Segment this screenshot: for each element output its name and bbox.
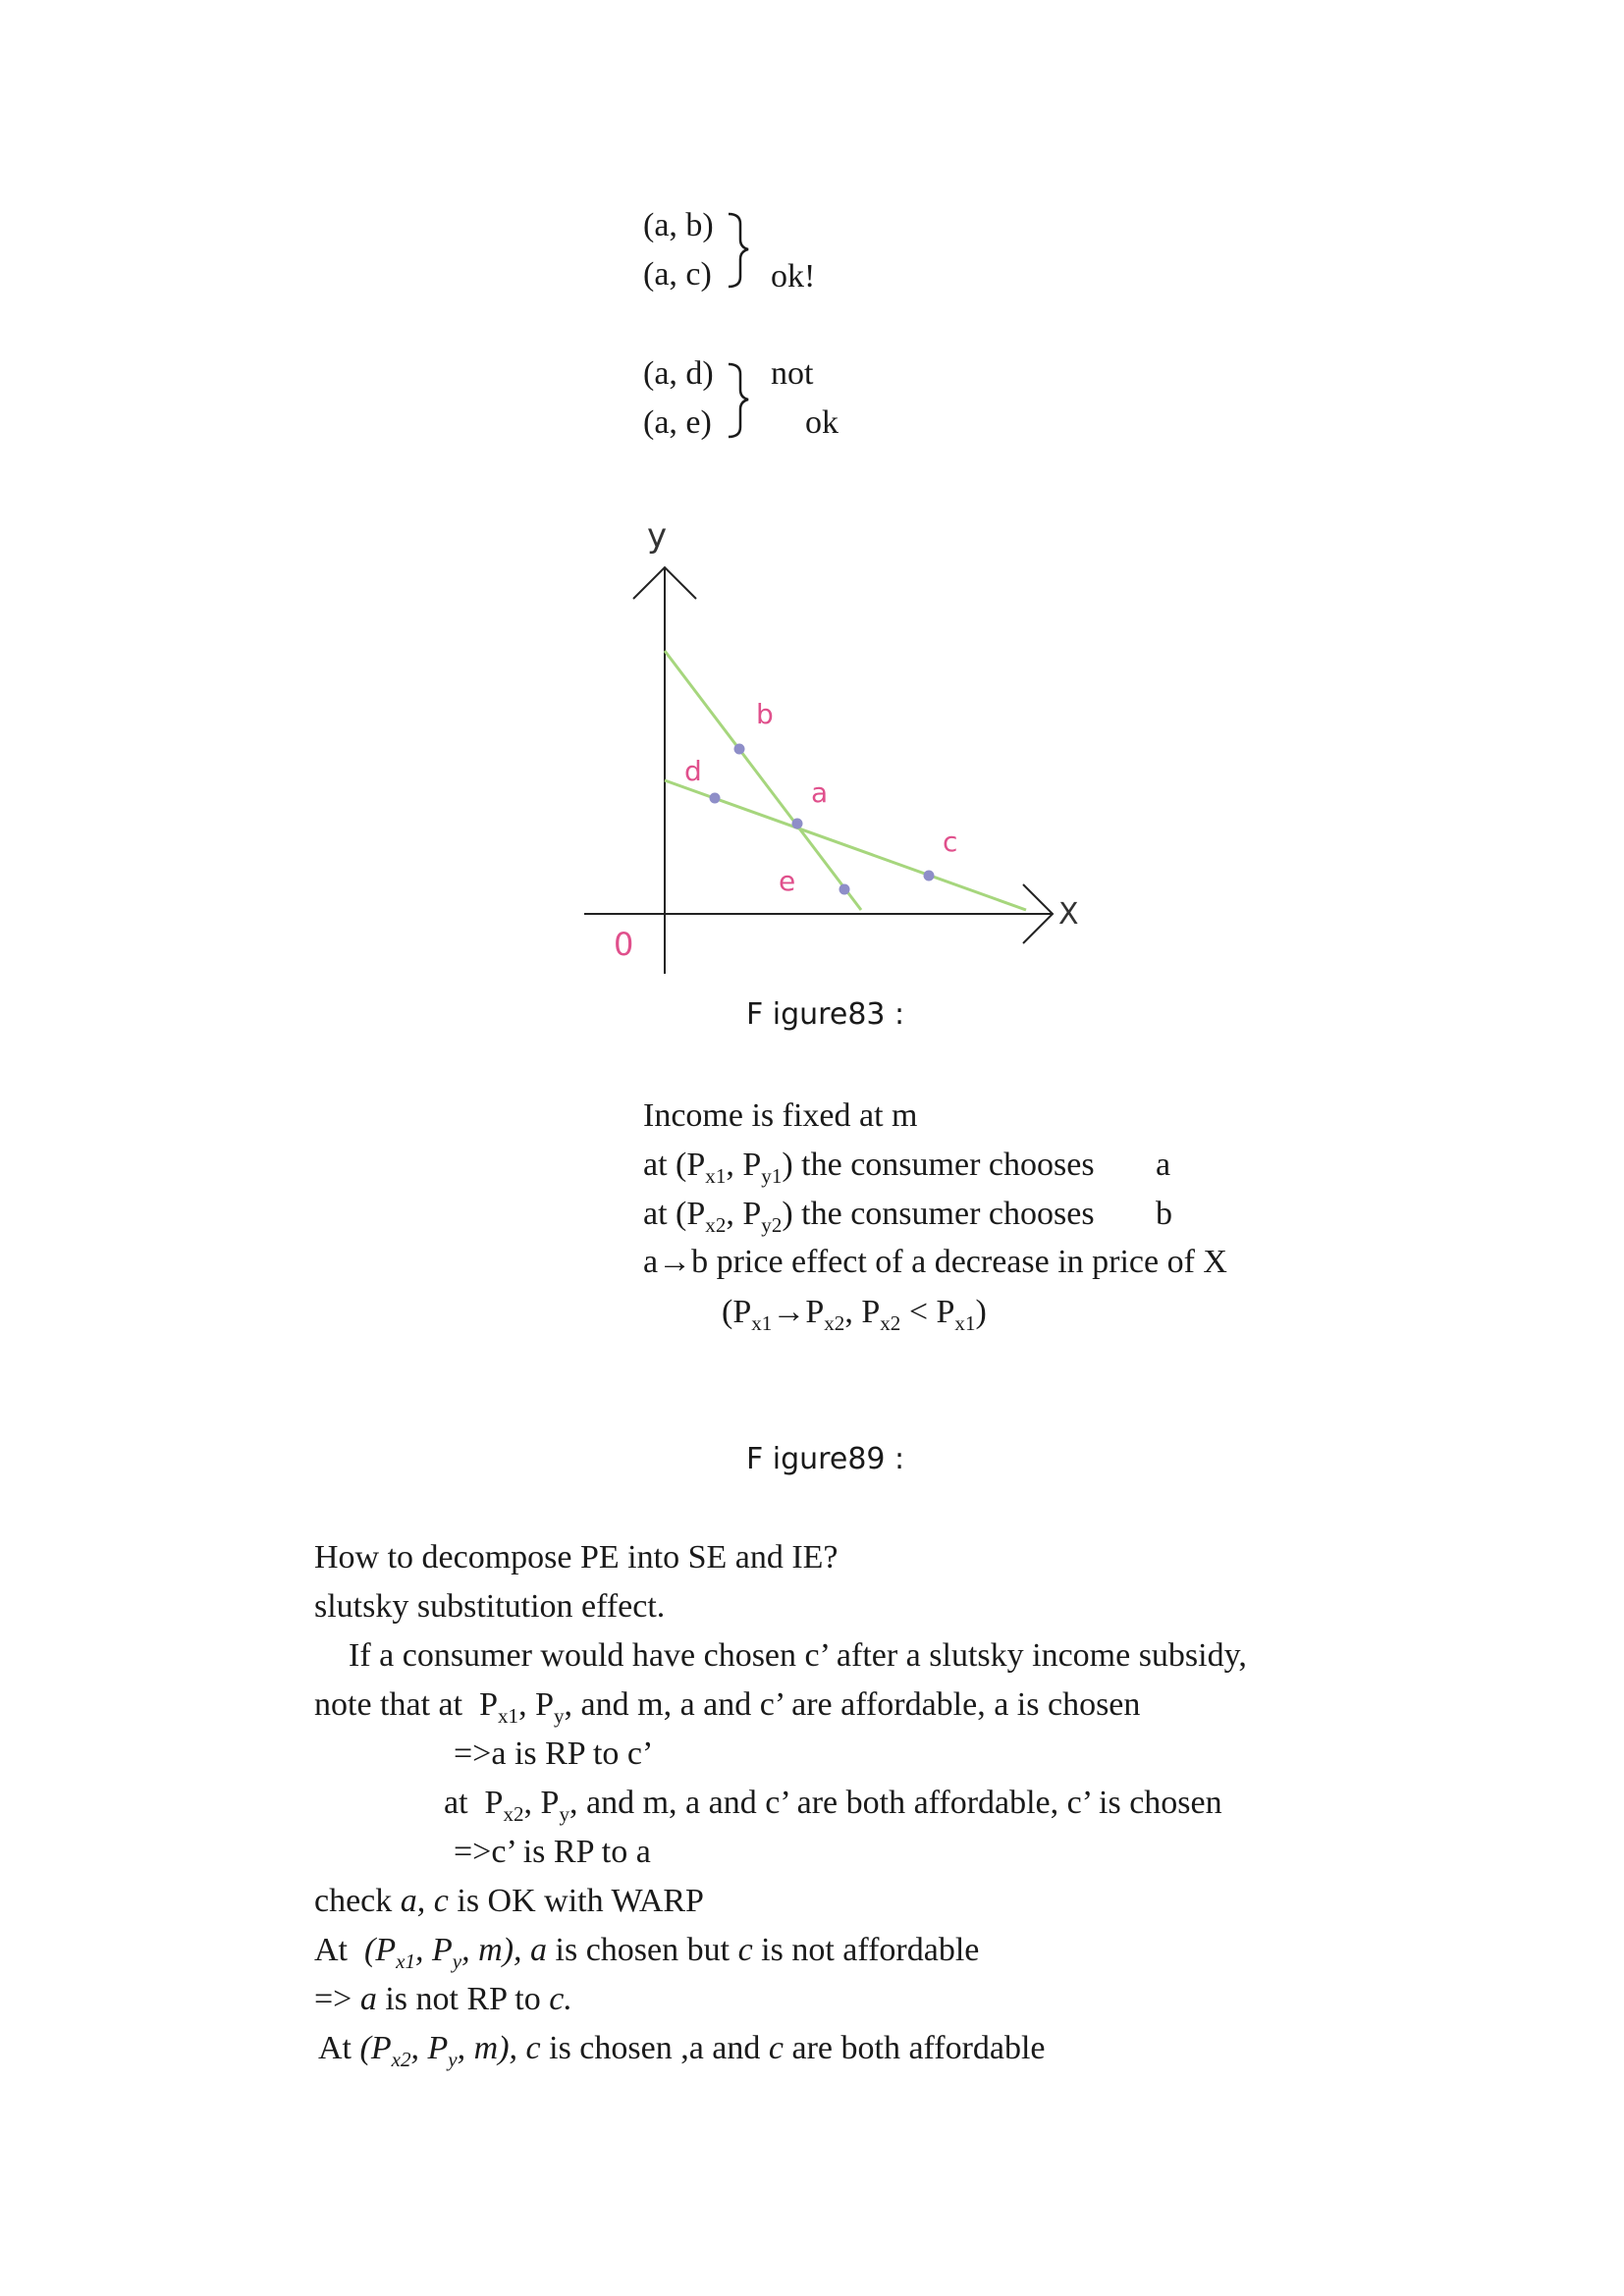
- x-axis-label: X: [1058, 897, 1079, 932]
- origin-label: 0: [614, 926, 634, 963]
- rp-line-2: =>c’ is RP to a: [454, 1834, 651, 1870]
- choice-line-a: at ($P_{x1}$, $P_{y1}$) the consumer chooses: [643, 1147, 1095, 1188]
- slutsky-intro: If a consumer would have chosen c’ after a slutsky income subsidy,: [349, 1637, 1247, 1674]
- warp-line-3: At ($P_{x2}$, $P_y$, m), c is chosen ,a and c are both affordable: [318, 2030, 1046, 2071]
- price-change-text: ($P_{x1}\to P_{x2}$, $P_{x2} < P_{x1}$): [722, 1294, 987, 1335]
- label-a: a: [811, 776, 829, 809]
- warp-line-1: At ($P_{x1}$, $P_y$, m), a is chosen but c is not affordable: [314, 1932, 980, 1973]
- figure89-caption: F igure89 :: [746, 1442, 905, 1476]
- figure83-caption: F igure83 :: [746, 997, 905, 1032]
- y-axis-label: y: [647, 516, 668, 556]
- label-e: e: [779, 865, 796, 897]
- budget-line-graph: [569, 496, 1100, 987]
- point-a: [792, 819, 803, 829]
- choice-line-b: at ($P_{x2}$, $P_{y2}$) the consumer chooses: [643, 1196, 1095, 1237]
- pair-verdict-not: not: [771, 355, 814, 392]
- point-c: [924, 871, 935, 881]
- slutsky-heading: slutsky substitution effect.: [314, 1588, 666, 1625]
- pair-a-b: (a, b): [643, 207, 714, 243]
- affordable-line-2: at $P_{x2}$, $P_y$, and m, a and c’ are both affordable, c’ is chosen: [444, 1785, 1222, 1826]
- right-brace-icon: [727, 358, 756, 441]
- affordable-line-1: note that at $P_{x1}$, $P_y$, and m, a and c’ are affordable, a is chosen: [314, 1686, 1141, 1728]
- warp-check-line: check a, c is OK with WARP: [314, 1883, 704, 1919]
- pair-verdict-ok2: ok: [805, 404, 839, 441]
- point-e: [839, 884, 850, 895]
- income-fixed-text: Income is fixed at m: [643, 1097, 918, 1134]
- warp-line-2: => a is not RP to c.: [314, 1981, 572, 2017]
- rp-line-1: =>a is RP to c’: [454, 1735, 654, 1772]
- choice-a: a: [1156, 1147, 1171, 1183]
- right-brace-icon: [727, 208, 756, 291]
- pair-a-c: (a, c): [643, 256, 712, 293]
- label-d: d: [684, 755, 702, 787]
- decompose-question: How to decompose PE into SE and IE?: [314, 1539, 839, 1575]
- label-b: b: [756, 698, 774, 730]
- choice-b: b: [1156, 1196, 1172, 1232]
- pair-verdict-ok: ok!: [771, 258, 816, 294]
- label-c: c: [943, 826, 958, 858]
- point-b: [734, 744, 745, 755]
- price-effect-text: a→b price effect of a decrease in price of X: [643, 1244, 1227, 1280]
- pair-a-d: (a, d): [643, 355, 714, 392]
- point-d: [710, 793, 721, 804]
- pair-a-e: (a, e): [643, 404, 712, 441]
